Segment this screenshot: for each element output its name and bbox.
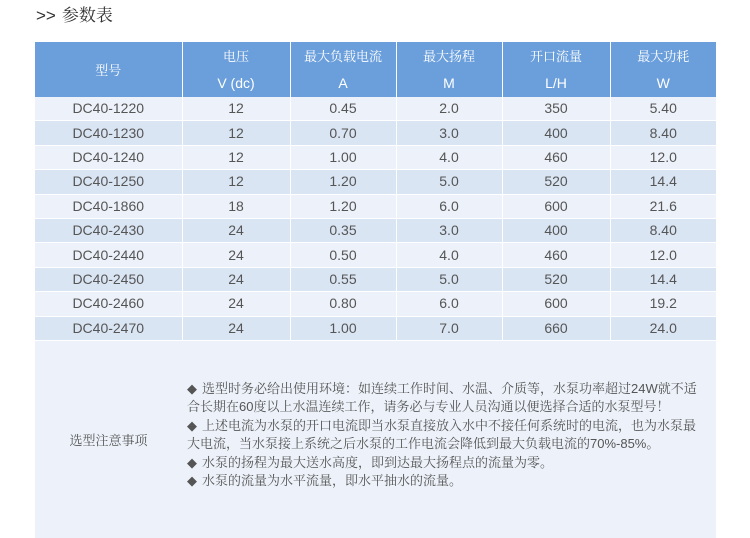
cell-voltage: 24 (182, 243, 290, 267)
cell-voltage: 18 (182, 194, 290, 218)
title-text: 参数表 (61, 6, 113, 25)
header-power-unit: W (610, 69, 716, 97)
table-row (35, 194, 716, 218)
cell-model: DC40-2470 (35, 316, 182, 340)
cell-flow: 400 (502, 218, 610, 242)
cell-voltage: 12 (182, 145, 290, 169)
cell-flow: 460 (502, 145, 610, 169)
parameter-table (35, 42, 716, 538)
cell-power: 14.4 (610, 170, 716, 194)
cell-current: 1.20 (290, 194, 396, 218)
table-row (35, 170, 716, 194)
cell-flow: 660 (502, 316, 610, 340)
diamond-bullet-icon: ◆ (187, 473, 197, 489)
cell-head: 4.0 (396, 243, 502, 267)
cell-flow: 350 (502, 97, 610, 121)
cell-head: 6.0 (396, 292, 502, 316)
table-row (35, 292, 716, 316)
cell-power: 19.2 (610, 292, 716, 316)
cell-model: DC40-1220 (35, 97, 182, 121)
header-voltage: 电压 (182, 42, 290, 69)
cell-model: DC40-2430 (35, 218, 182, 242)
cell-flow: 600 (502, 292, 610, 316)
cell-power: 12.0 (610, 145, 716, 169)
table-row (35, 97, 716, 121)
notes-cell (182, 340, 716, 538)
cell-flow: 400 (502, 121, 610, 145)
cell-current: 0.70 (290, 121, 396, 145)
cell-voltage: 12 (182, 170, 290, 194)
header-max-load-current: 最大负载电流 (290, 42, 396, 69)
header-max-head: 最大扬程 (396, 42, 502, 69)
table-row (35, 316, 716, 340)
cell-head: 2.0 (396, 97, 502, 121)
cell-current: 0.35 (290, 218, 396, 242)
cell-model: DC40-1240 (35, 145, 182, 169)
cell-voltage: 24 (182, 218, 290, 242)
cell-current: 0.45 (290, 97, 396, 121)
cell-voltage: 12 (182, 121, 290, 145)
cell-power: 8.40 (610, 218, 716, 242)
header-flow-unit: L/H (502, 69, 610, 97)
note-item: ◆ 上述电流为水泵的开口电流即当水泵直接放入水中不接任何系统时的电流，也为水泵最大电流，当水泵接上系统之后水泵的工作电流会降低到最大负载电流的70%-85%。 (187, 417, 697, 452)
title-prefix: >> (36, 6, 56, 25)
cell-head: 4.0 (396, 145, 502, 169)
cell-power: 21.6 (610, 194, 716, 218)
cell-model: DC40-1860 (35, 194, 182, 218)
cell-model: DC40-2450 (35, 267, 182, 291)
cell-current: 1.00 (290, 316, 396, 340)
cell-voltage: 24 (182, 316, 290, 340)
cell-power: 14.4 (610, 267, 716, 291)
cell-current: 0.55 (290, 267, 396, 291)
header-voltage-unit: V (dc) (182, 69, 290, 97)
cell-power: 24.0 (610, 316, 716, 340)
cell-head: 3.0 (396, 218, 502, 242)
diamond-bullet-icon: ◆ (187, 417, 197, 433)
cell-power: 8.40 (610, 121, 716, 145)
cell-flow: 520 (502, 170, 610, 194)
cell-voltage: 24 (182, 292, 290, 316)
table-row (35, 267, 716, 291)
cell-head: 5.0 (396, 170, 502, 194)
header-open-flow: 开口流量 (502, 42, 610, 69)
table-row (35, 243, 716, 267)
diamond-bullet-icon: ◆ (187, 380, 197, 396)
cell-model: DC40-2440 (35, 243, 182, 267)
cell-flow: 460 (502, 243, 610, 267)
cell-head: 6.0 (396, 194, 502, 218)
cell-current: 0.80 (290, 292, 396, 316)
cell-voltage: 12 (182, 97, 290, 121)
header-model: 型号 (35, 42, 182, 97)
cell-head: 5.0 (396, 267, 502, 291)
cell-flow: 520 (502, 267, 610, 291)
header-current-unit: A (290, 69, 396, 97)
cell-current: 0.50 (290, 243, 396, 267)
note-item: ◆ 水泵的扬程为最大送水高度，即到达最大扬程点的流量为零。 (187, 454, 554, 470)
cell-voltage: 24 (182, 267, 290, 291)
cell-head: 3.0 (396, 121, 502, 145)
cell-model: DC40-2460 (35, 292, 182, 316)
header-head-unit: M (396, 69, 502, 97)
cell-model: DC40-1250 (35, 170, 182, 194)
header-max-power: 最大功耗 (610, 42, 716, 69)
cell-power: 5.40 (610, 97, 716, 121)
cell-model: DC40-1230 (35, 121, 182, 145)
cell-power: 12.0 (610, 243, 716, 267)
note-item: ◆ 选型时务必给出使用环境：如连续工作时间、水温、介质等，水泵功率超过24W就不适合长期在60度以上水温连续工作，请务必与专业人员沟通以便选择合适的水泵型号！ (187, 380, 697, 415)
notes-label: 选型注意事项 (35, 340, 182, 538)
diamond-bullet-icon: ◆ (187, 454, 197, 470)
note-item: ◆ 水泵的流量为水平流量，即水平抽水的流量。 (187, 473, 463, 489)
cell-current: 1.00 (290, 145, 396, 169)
cell-current: 1.20 (290, 170, 396, 194)
cell-flow: 600 (502, 194, 610, 218)
page-title (36, 2, 113, 30)
table-row (35, 218, 716, 242)
table-row (35, 145, 716, 169)
table-row (35, 121, 716, 145)
cell-head: 7.0 (396, 316, 502, 340)
notes-row (35, 340, 716, 538)
